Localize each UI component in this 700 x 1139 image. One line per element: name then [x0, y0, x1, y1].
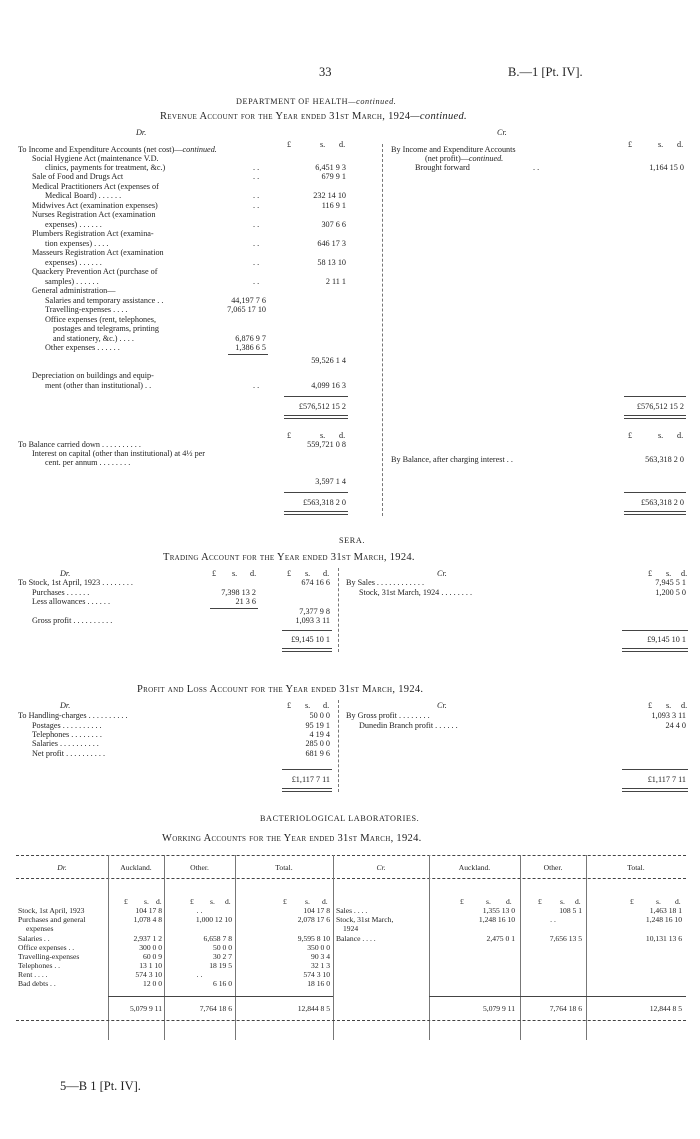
revenue-left-dots: . . — [253, 172, 260, 181]
revenue-left-amount: 232 14 10 — [313, 191, 346, 200]
double-rule — [284, 415, 348, 419]
bact-auckland-value: 13 1 10 — [139, 961, 162, 970]
revenue-left-row: tion expenses) . . . . — [45, 239, 109, 248]
totals-rule — [108, 996, 333, 997]
lsd-pound: £ — [190, 897, 194, 906]
bact-auckland-value: 12 0 0 — [143, 979, 162, 988]
revenue-inner-amount: 1,386 6 5 — [235, 343, 266, 352]
bact-left-label: Rent . . . . — [18, 970, 48, 979]
pnl-right-row: Dunedin Branch profit . . . . . . — [359, 721, 458, 730]
bact-other-value: 30 2 7 — [213, 952, 232, 961]
bact-other-value: 7,656 13 5 — [549, 934, 582, 943]
bact-total-total: 12,844 8 5 — [297, 1004, 330, 1013]
table-divider — [333, 855, 334, 1040]
revenue-left-row: and stationery, &c.) . . . . — [53, 334, 134, 343]
bact-auckland-value: 1,355 13 0 — [482, 906, 515, 915]
balance-right-pound: £ — [628, 431, 633, 440]
trading-row: Purchases . . . . . . — [32, 588, 90, 597]
bact-auckland-total: 5,079 9 11 — [130, 1004, 162, 1013]
balance-left-pound: £ — [287, 431, 292, 440]
bact-left-label: Purchases and general — [18, 915, 86, 924]
bact-total-total: 12,844 8 5 — [649, 1004, 682, 1013]
page-number: 33 — [319, 65, 332, 79]
balance-left-total: £563,318 2 0 — [303, 498, 346, 507]
sera-heading: SERA. — [339, 536, 365, 545]
revenue-left-dots: . . — [253, 258, 260, 267]
revenue-inner-amount: 44,197 7 6 — [231, 296, 266, 305]
revenue-left-dots: . . — [253, 220, 260, 229]
revenue-left-dots: . . — [253, 163, 260, 172]
revenue-left-row: Office expenses (rent, telephones, — [45, 315, 157, 324]
lsd-pound: £ — [460, 897, 464, 906]
revenue-right-row: Brought forward — [415, 163, 470, 172]
balance-left-row: cent. per annum . . . . . . . . — [45, 458, 131, 467]
bact-auckland-value: 104 17 8 — [135, 906, 162, 915]
revenue-left-dots: . . — [253, 201, 260, 210]
revenue-left-row: Other expenses . . . . . . — [45, 343, 120, 352]
table-bottom-rule — [16, 1020, 686, 1021]
lsd-pound: £ — [630, 897, 634, 906]
lsd-pound: £ — [283, 897, 287, 906]
revenue-left-amount: 58 13 10 — [317, 258, 346, 267]
lsd-pence: d. — [675, 897, 681, 906]
lsd-shilling: s. — [560, 897, 565, 906]
trading-right-pence: d. — [681, 569, 688, 578]
pnl-left-pound: £ — [287, 701, 292, 710]
trading-amount: 7,377 9 8 — [299, 607, 330, 616]
lsd-pence: d. — [575, 897, 581, 906]
lsd-shilling: s. — [486, 897, 491, 906]
revenue-left-row: General administration— — [32, 286, 116, 295]
bact-left-label: Stock, 1st April, 1923 — [18, 906, 85, 915]
lsd-shilling: s. — [656, 897, 661, 906]
double-rule — [282, 648, 332, 652]
lsd-pence: d. — [322, 897, 328, 906]
double-rule — [624, 415, 686, 419]
revenue-left-row: Masseurs Registration Act (examination — [32, 248, 164, 257]
profit-loss-title: Profit and Loss Account for the Year ended 31st March, 1924. — [137, 684, 424, 695]
lsd-pence: d. — [506, 897, 512, 906]
bact-total-value: 1,248 16 10 — [645, 915, 682, 924]
revenue-left-dots: . . — [253, 191, 260, 200]
bact-total-value: 32 1 3 — [311, 961, 330, 970]
revenue-left-row: samples) . . . . . . — [45, 277, 99, 286]
double-rule — [282, 788, 332, 792]
working-accounts-title: Working Accounts for the Year ended 31st March, 1924. — [162, 833, 422, 844]
column-divider — [338, 568, 339, 652]
bact-total-value: 574 3 10 — [303, 970, 330, 979]
trading-right-row: Stock, 31st March, 1924 . . . . . . . . — [359, 588, 473, 597]
revenue-left-amount: 116 9 1 — [321, 201, 346, 210]
revenue-left-row: postages and telegrams, printing — [53, 324, 159, 333]
total-rule — [624, 492, 686, 493]
trading-right-total: £9,145 10 1 — [647, 635, 686, 644]
revenue-left-amount: 59,526 1 4 — [311, 356, 346, 365]
total-rule — [622, 630, 688, 631]
lsd-shilling: s. — [144, 897, 149, 906]
bact-right-label: Sales . . . . — [336, 906, 368, 915]
bact-auckland-value: 1,248 16 10 — [478, 915, 515, 924]
revenue-left-amount: 4,099 16 3 — [311, 381, 346, 390]
revenue-right-pound: £ — [628, 140, 633, 149]
pnl-left-total: £1,117 7 11 — [291, 775, 330, 784]
trading-row: To Stock, 1st April, 1923 . . . . . . . . — [18, 578, 133, 587]
balance-left-amount: 3,597 1 4 — [315, 477, 346, 486]
revenue-left-row: Social Hygiene Act (maintenance V.D. — [32, 154, 159, 163]
column-divider — [338, 700, 339, 792]
bact-other-value: 50 0 0 — [213, 943, 232, 952]
double-rule — [284, 511, 348, 515]
pnl-left-row: Net profit . . . . . . . . . . — [32, 749, 105, 758]
pnl-left-pence: d. — [323, 701, 330, 710]
balance-right-row: By Balance, after charging interest . . — [391, 455, 513, 464]
trading-right-shilling: s. — [666, 569, 672, 578]
total-rule — [284, 492, 348, 493]
bact-right-label: 1924 — [343, 924, 359, 933]
pnl-left-amount: 50 0 0 — [309, 711, 330, 720]
bact-other-value: 6,658 7 8 — [203, 934, 232, 943]
trading-right-amount: 7,945 5 1 — [655, 578, 686, 587]
pnl-left-row: Postages . . . . . . . . . . — [32, 721, 102, 730]
lsd-shilling: s. — [210, 897, 215, 906]
total-rule — [282, 630, 332, 631]
trading-right-row: By Sales . . . . . . . . . . . . — [346, 578, 425, 587]
revenue-left-dots: . . — [253, 239, 260, 248]
revenue-dr-label: Dr. — [136, 128, 147, 137]
bact-total-value: 2,078 17 6 — [297, 915, 330, 924]
pnl-left-amount: 95 19 1 — [305, 721, 330, 730]
balance-right-total: £563,318 2 0 — [641, 498, 684, 507]
revenue-left-row: Salaries and temporary assistance . . — [45, 296, 164, 305]
trading-row: Less allowances . . . . . . — [32, 597, 110, 606]
bact-other-total: 7,764 18 6 — [199, 1004, 232, 1013]
bact-total-value: 350 0 0 — [307, 943, 330, 952]
lsd-pound: £ — [538, 897, 542, 906]
lsd-pence: d. — [225, 897, 231, 906]
bact-left-label: expenses — [26, 924, 54, 933]
total-rule — [282, 769, 332, 770]
bact-total-value: 90 3 4 — [311, 952, 330, 961]
bact-auckland-value: 574 3 10 — [135, 970, 162, 979]
balance-right-pence: d. — [677, 431, 684, 440]
revenue-left-row: expenses) . . . . . . — [45, 220, 102, 229]
bacteriological-heading: BACTERIOLOGICAL LABORATORIES. — [260, 814, 420, 823]
balance-right-shilling: s. — [658, 431, 664, 440]
pnl-left-amount: 4 19 4 — [309, 730, 330, 739]
double-rule — [624, 511, 686, 515]
trading-right-amount: 1,200 5 0 — [655, 588, 686, 597]
lsd-pound: £ — [124, 897, 128, 906]
trading-amount: 674 16 6 — [301, 578, 330, 587]
trading-amount: 1,093 3 11 — [295, 616, 330, 625]
bact-auckland-value: 1,078 4 8 — [133, 915, 162, 924]
balance-left-shilling: s. — [320, 431, 326, 440]
revenue-right-dots: . . — [533, 163, 540, 172]
trading-right-pound: £ — [648, 569, 653, 578]
totals-rule — [429, 996, 686, 997]
bact-right-label: Balance . . . . — [336, 934, 376, 943]
revenue-left-shilling: s. — [320, 140, 326, 149]
lsd-pence: d. — [156, 897, 162, 906]
bact-auckland-total: 5,079 9 11 — [483, 1004, 515, 1013]
trading-c2-pound: £ — [287, 569, 292, 578]
revenue-left-total: £576,512 15 2 — [298, 402, 346, 411]
revenue-left-row: To Income and Expenditure Accounts (net cost)—continued. — [18, 145, 217, 154]
revenue-left-amount: 307 6 6 — [321, 220, 346, 229]
revenue-left-amount: 2 11 1 — [325, 277, 346, 286]
col-auckland: Auckland. — [120, 863, 152, 872]
bact-other-value: 1,000 12 10 — [195, 915, 232, 924]
bact-total-value: 104 17 8 — [303, 906, 330, 915]
col-auckland-cr: Auckland. — [458, 863, 491, 872]
col-other-cr: Other. — [543, 863, 563, 872]
document-reference: B.—1 [Pt. IV]. — [508, 65, 583, 79]
revenue-left-dots: . . — [253, 277, 260, 286]
revenue-right-row: By Income and Expenditure Accounts — [391, 145, 516, 154]
pnl-right-row: By Gross profit . . . . . . . . — [346, 711, 430, 720]
revenue-left-row: Quackery Prevention Act (purchase of — [32, 267, 158, 276]
double-rule — [622, 648, 688, 652]
trading-row: Gross profit . . . . . . . . . . — [32, 616, 113, 625]
trading-inner-amount: 7,398 13 2 — [221, 588, 256, 597]
trading-left-total: £9,145 10 1 — [291, 635, 330, 644]
bact-left-label: Travelling-expenses — [18, 952, 80, 961]
revenue-left-amount: 679 9 1 — [321, 172, 346, 181]
pnl-left-row: Salaries . . . . . . . . . . — [32, 739, 99, 748]
bact-total-value: 10,131 13 6 — [645, 934, 682, 943]
bact-right-label: Stock, 31st March, — [336, 915, 394, 924]
balance-left-row: Interest on capital (other than institutional) at 4½ per — [32, 449, 206, 458]
subtotal-rule — [210, 608, 258, 609]
revenue-right-total: £576,512 15 2 — [636, 402, 684, 411]
col-total: Total. — [275, 863, 293, 872]
revenue-account-title: Revenue Account for the Year ended 31st March, 1924—continued. — [160, 111, 467, 122]
signature-mark: 5—B 1 [Pt. IV]. — [60, 1079, 141, 1093]
department-heading: DEPARTMENT OF HEALTH—continued. — [236, 97, 397, 106]
col-total-cr: Total. — [627, 863, 645, 872]
bact-other-value: . . — [196, 970, 203, 979]
bact-left-label: Bad debts . . — [18, 979, 56, 988]
pnl-cr-label: Cr. — [437, 701, 447, 710]
revenue-left-row: Nurses Registration Act (examination — [32, 210, 156, 219]
trading-cr-label: Cr. — [437, 569, 447, 578]
pnl-right-pence: d. — [681, 701, 688, 710]
revenue-left-row: ment (other than institutional) . . — [45, 381, 152, 390]
total-rule — [622, 769, 688, 770]
pnl-left-amount: 681 9 6 — [305, 749, 330, 758]
balance-right-amount: 563,318 2 0 — [645, 455, 684, 464]
pnl-right-total: £1,117 7 11 — [647, 775, 686, 784]
bact-auckland-value: 300 0 0 — [139, 943, 162, 952]
bact-total-value: 18 16 0 — [307, 979, 330, 988]
revenue-inner-amount: 6,876 9 7 — [235, 334, 266, 343]
revenue-right-row: (net profit)—continued. — [425, 154, 504, 163]
bact-other-value: . . — [196, 906, 203, 915]
pnl-left-row: To Handling-charges . . . . . . . . . . — [18, 711, 128, 720]
revenue-right-amount: 1,164 15 0 — [649, 163, 684, 172]
col-other: Other. — [190, 863, 209, 872]
pnl-left-amount: 285 0 0 — [305, 739, 330, 748]
bact-left-label: Office expenses . . — [18, 943, 75, 952]
pnl-left-shilling: s. — [305, 701, 311, 710]
trading-dr-label: Dr. — [60, 569, 71, 578]
bact-other-value: 108 5 1 — [559, 906, 582, 915]
revenue-left-amount: 6,451 9 3 — [315, 163, 346, 172]
bact-left-label: Salaries . . — [18, 934, 50, 943]
balance-left-row: To Balance carried down . . . . . . . . . . — [18, 440, 141, 449]
trading-inner-amount: 21 3 6 — [235, 597, 256, 606]
revenue-left-pence: d. — [339, 140, 346, 149]
revenue-cr-label: Cr. — [497, 128, 507, 137]
total-rule — [624, 396, 686, 397]
subtotal-rule — [228, 354, 268, 355]
col-dr: Dr. — [57, 863, 67, 872]
bact-total-value: 9,595 8 10 — [297, 934, 330, 943]
pnl-dr-label: Dr. — [60, 701, 71, 710]
bact-left-label: Telephones . . — [18, 961, 61, 970]
bact-auckland-value: 2,475 0 1 — [486, 934, 515, 943]
pnl-right-pound: £ — [648, 701, 653, 710]
lsd-shilling: s. — [305, 897, 310, 906]
trading-c1-shilling: s. — [232, 569, 238, 578]
revenue-left-row: expenses) . . . . . . — [45, 258, 102, 267]
column-divider — [382, 144, 383, 516]
pnl-right-amount: 24 4 0 — [665, 721, 686, 730]
balance-left-amount: 559,721 0 8 — [307, 440, 346, 449]
revenue-left-amount: 646 17 3 — [317, 239, 346, 248]
trading-c1-pence: d. — [250, 569, 257, 578]
bact-total-value: 1,463 18 1 — [649, 906, 682, 915]
col-cr: Cr. — [376, 863, 386, 872]
trading-c1-pound: £ — [212, 569, 217, 578]
pnl-right-shilling: s. — [666, 701, 672, 710]
revenue-left-row: Travelling-expenses . . . . — [45, 305, 128, 314]
bact-other-value: . . — [550, 915, 556, 924]
double-rule — [622, 788, 688, 792]
bact-other-total: 7,764 18 6 — [549, 1004, 582, 1013]
revenue-left-row: clinics, payments for treatment, &c.) — [45, 163, 166, 172]
revenue-left-row: Midwives Act (examination expenses) — [32, 201, 158, 210]
total-rule — [284, 396, 348, 397]
pnl-right-amount: 1,093 3 11 — [651, 711, 686, 720]
revenue-left-row: Medical Practitioners Act (expenses of — [32, 182, 159, 191]
revenue-right-pence: d. — [677, 140, 684, 149]
trading-c2-pence: d. — [323, 569, 330, 578]
bact-auckland-value: 60 0 9 — [143, 952, 162, 961]
revenue-left-row: Plumbers Registration Act (examina- — [32, 229, 154, 238]
pnl-left-row: Telephones . . . . . . . . — [32, 730, 102, 739]
revenue-inner-amount: 7,065 17 10 — [227, 305, 266, 314]
revenue-left-pound: £ — [287, 140, 292, 149]
revenue-left-row: Depreciation on buildings and equip- — [32, 371, 154, 380]
bact-other-value: 18 19 5 — [209, 961, 232, 970]
trading-account-title: Trading Account for the Year ended 31st March, 1924. — [163, 552, 415, 563]
bact-auckland-value: 2,937 1 2 — [133, 934, 162, 943]
trading-c2-shilling: s. — [305, 569, 311, 578]
revenue-right-shilling: s. — [658, 140, 664, 149]
revenue-left-dots: . . — [253, 381, 260, 390]
bact-other-value: 6 16 0 — [213, 979, 232, 988]
revenue-left-row: Sale of Food and Drugs Act — [32, 172, 124, 181]
balance-left-pence: d. — [339, 431, 346, 440]
revenue-left-row: Medical Board) . . . . . . — [45, 191, 122, 200]
